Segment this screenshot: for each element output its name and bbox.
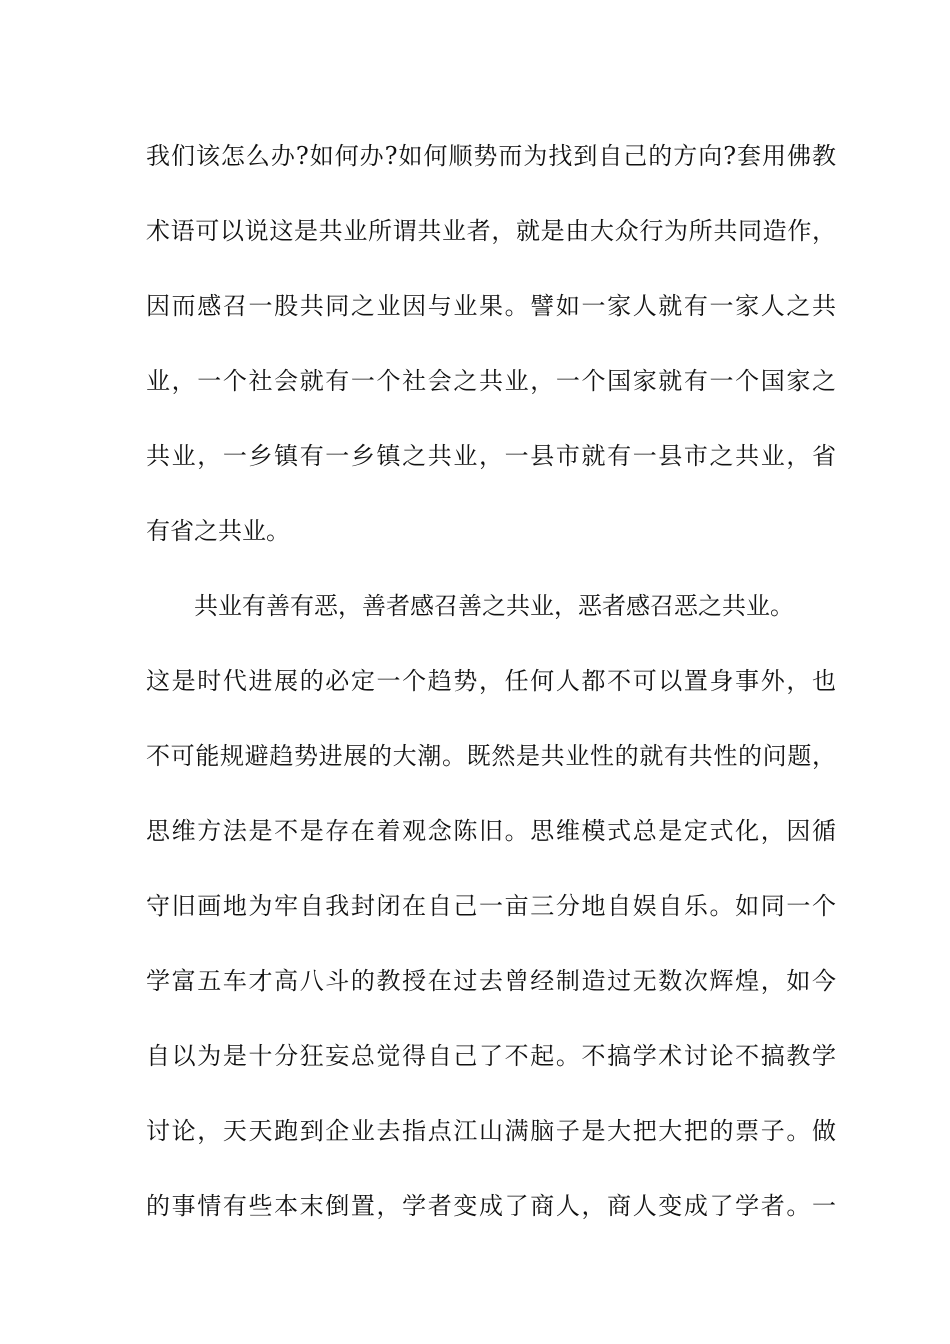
text-line: 共业，一乡镇有一乡镇之共业，一县市就有一县市之共业，省 [146,442,836,470]
text-line: 业，一个社会就有一个社会之共业，一个国家就有一个国家之 [146,367,836,395]
text-line: 自以为是十分狂妄总觉得自己了不起。不搞学术讨论不搞教学 [146,1042,836,1070]
text-line: 我们该怎么办?如何办?如何顺势而为找到自己的方向?套用佛教 [146,142,836,170]
text-line: 学富五车才高八斗的教授在过去曾经制造过无数次辉煌，如今 [146,967,836,995]
text-line: 这是时代进展的必定一个趋势，任何人都不可以置身事外，也 [146,667,836,695]
text-line: 的事情有些本末倒置，学者变成了商人，商人变成了学者。一 [146,1192,836,1220]
text-line: 术语可以说这是共业所谓共业者，就是由大众行为所共同造作， [146,217,836,245]
text-line: 讨论，天天跑到企业去指点江山满脑子是大把大把的票子。做 [146,1117,836,1145]
text-line: 不可能规避趋势进展的大潮。既然是共业性的就有共性的问题， [146,742,836,770]
document-body [146,131,836,1256]
text-line: 思维方法是不是存在着观念陈旧。思维模式总是定式化，因循 [146,817,836,845]
text-line: 因而感召一股共同之业因与业果。譬如一家人就有一家人之共 [146,292,836,320]
text-line: 守旧画地为牢自我封闭在自己一亩三分地自娱自乐。如同一个 [146,892,836,920]
text-line: 有省之共业。 [146,517,290,545]
text-line: 共业有善有恶，善者感召善之共业，恶者感召恶之共业。 [194,592,794,620]
